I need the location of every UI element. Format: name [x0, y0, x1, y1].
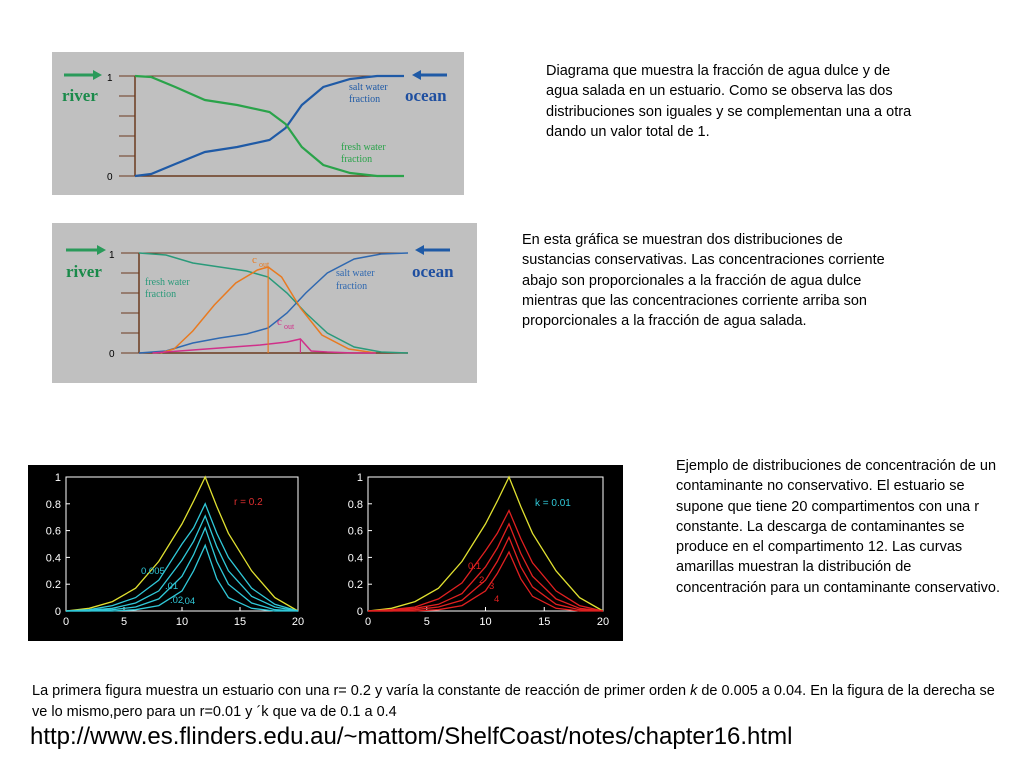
description-3: Ejemplo de distribuciones de concentración de un contaminante no conservativo. El estuario se supone que tiene 20 compartimentos con una r constante. La descarga de contaminantes se produce en el compartimento 12. Las curvas amarillas muestran la distribución de concentración para un contaminante conservativo. — [676, 458, 1001, 596]
y-tick-label: 0 — [356, 606, 363, 618]
fraction-diagram — [52, 52, 464, 195]
series-line — [368, 537, 603, 611]
river-label: river — [66, 262, 102, 281]
plot-r-0-2 — [28, 465, 318, 641]
cout-upstream-sub: out — [259, 260, 270, 269]
fresh-label-1: fresh water — [145, 277, 190, 288]
series-line — [368, 511, 603, 612]
river-arrow-head — [97, 245, 106, 255]
x-tick-label: 10 — [175, 616, 189, 628]
fresh-label-2: fraction — [145, 289, 177, 300]
curve-label: 3 — [489, 581, 495, 592]
fraction-diagram-panel — [52, 52, 464, 195]
cout-upstream-label: c — [252, 254, 257, 266]
curve-label: 2 — [479, 575, 485, 586]
x-tick-label: 5 — [120, 616, 128, 628]
x-tick-label: 5 — [423, 616, 430, 628]
ocean-label: ocean — [405, 86, 447, 105]
y-tick-label: 0.6 — [347, 525, 363, 538]
x-tick-label: 0 — [364, 616, 372, 628]
y-tick-label: 1 — [54, 472, 61, 484]
curve-label: 0.1 — [468, 561, 482, 572]
fresh-label-1: fresh water — [341, 142, 386, 153]
curve-label: .01 — [165, 581, 179, 592]
salt-label-2: fraction — [349, 94, 381, 105]
description-2: En esta gráfica se muestran dos distribuciones de sustancias conservativas. Las concentraciones corriente abajo son proporcionales a la fracción de agua dulce mientras que las concentraciones corriente arriba son proporcionales a la fracción de agua salada. — [522, 232, 885, 330]
caption-part-b: de 0.005 a 0.04. En la figura de la derecha se ve lo mismo,pero para un r=0.01 y ´k que va de 0.1 a 0.4 — [32, 683, 995, 720]
ocean-arrow-head — [412, 70, 421, 80]
y-tick-label: 0.6 — [45, 525, 61, 538]
y-top-label: 1 — [107, 73, 113, 84]
curve-label: 4 — [494, 594, 500, 605]
curve-label: 0.005 — [141, 566, 165, 577]
annotation-label: r = 0.2 — [234, 497, 263, 508]
y-tick-label: 0 — [54, 606, 61, 618]
fresh-label-2: fraction — [341, 154, 373, 165]
y-tick-label: 0.8 — [347, 498, 363, 511]
ocean-arrow-head — [415, 245, 424, 255]
figure-caption — [32, 681, 997, 723]
y-top-label: 1 — [109, 250, 115, 261]
x-tick-label: 0 — [62, 616, 70, 628]
y-tick-label: 0.8 — [45, 498, 61, 511]
y-tick-label: 1 — [356, 472, 363, 484]
cout-downstream-label: c — [277, 316, 282, 328]
annotation-label: k = 0.01 — [535, 498, 571, 509]
x-tick-label: 10 — [479, 616, 492, 628]
river-label: river — [62, 86, 98, 105]
x-tick-label: 20 — [291, 616, 305, 628]
conservative-diagram — [52, 223, 477, 383]
ocean-label: ocean — [412, 262, 454, 281]
y-tick-label: 0.2 — [45, 579, 61, 592]
x-tick-label: 15 — [538, 616, 551, 628]
curve-label: .04 — [182, 596, 196, 607]
description-1: Diagrama que muestra la fracción de agua dulce y de agua salada en un estuario. Como se observa las dos distribuciones son iguales y se complementan una a otra dando un valor total de 1. — [546, 63, 912, 140]
y-tick-label: 0.4 — [347, 552, 363, 565]
caption-part-a: La primera figura muestra un estuario con una r= 0.2 y varía la constante de reacción de primer orden — [32, 683, 691, 699]
curve-label: .02 — [170, 595, 184, 606]
salt-label-2: fraction — [336, 281, 368, 292]
y-tick-label: 0.4 — [45, 552, 61, 565]
y-tick-label: 0.2 — [347, 579, 363, 592]
salt-label-1: salt water — [336, 268, 375, 279]
salt-label-1: salt water — [349, 82, 388, 93]
y-bottom-label: 0 — [107, 172, 113, 183]
y-bottom-label: 0 — [109, 349, 115, 360]
river-arrow-head — [93, 70, 102, 80]
nonconservative-plots — [28, 465, 623, 641]
cout-downstream-sub: out — [284, 322, 295, 331]
series-line — [368, 552, 603, 611]
source-url: http://www.es.flinders.edu.au/~mattom/ShelfCoast/notes/chapter16.html — [30, 723, 793, 750]
caption-k: k — [690, 683, 698, 699]
x-tick-label: 20 — [596, 616, 610, 628]
conservative-diagram-panel — [52, 223, 477, 383]
plot-k-0-01 — [328, 465, 623, 641]
x-tick-label: 15 — [233, 616, 247, 628]
